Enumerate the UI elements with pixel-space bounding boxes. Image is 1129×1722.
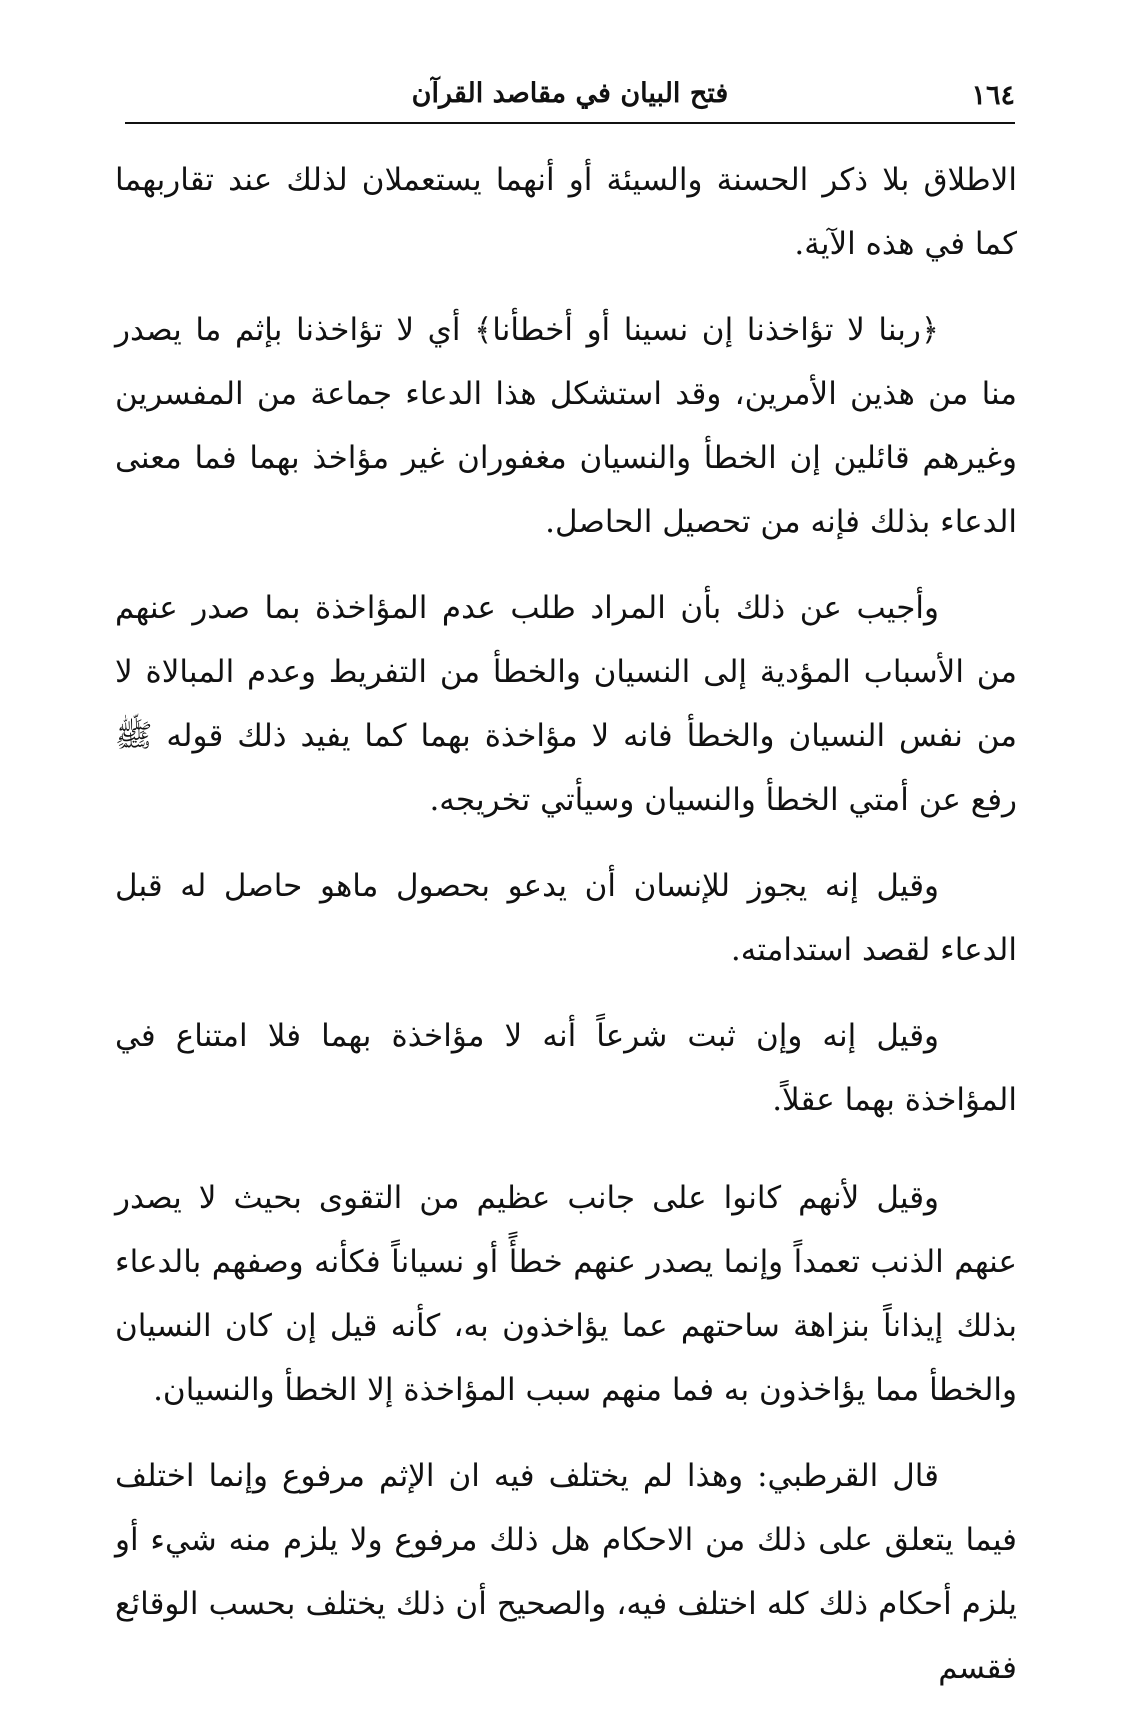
paragraph-1: الاطلاق بلا ذكر الحسنة والسيئة أو أنهما يستعملان لذلك عند تقاربهما كما في هذه الآية. <box>115 162 1017 262</box>
paragraph-7: قال القرطبي: وهذا لم يختلف فيه ان الإثم مرفوع وإنما اختلف فيما يتعلق على ذلك من الاحكام هل ذلك مرفوع ولا يلزم منه شيء أو يلزم أحكام ذلك كله اختلف فيه، والصحيح أن ذلك يختلف بحسب الوقائع فقسم <box>115 1458 1017 1686</box>
paragraph-5: وقيل إنه وإن ثبت شرعاً أنه لا مؤاخذة بهما فلا امتناع في المؤاخذة بهما عقلاً. <box>115 1018 1017 1118</box>
paragraph-4: وقيل إنه يجوز للإنسان أن يدعو بحصول ماهو حاصل له قبل الدعاء لقصد استدامته. <box>115 868 1017 968</box>
page-number: ١٦٤ <box>971 80 1015 111</box>
body-text <box>115 148 1017 1722</box>
running-header <box>125 78 1015 124</box>
paragraph-3: وأجيب عن ذلك بأن المراد طلب عدم المؤاخذة بما صدر عنهم من الأسباب المؤدية إلى النسيان والخطأ من التفريط وعدم المبالاة لا من نفس النسيان والخطأ فانه لا مؤاخذة بهما كما يفيد ذلك قوله ﷺ رفع عن أمتي الخطأ والنسيان وسيأتي تخريجه. <box>115 590 1017 818</box>
paragraph-2: ﴿ربنا لا تؤاخذنا إن نسينا أو أخطأنا﴾ أي لا تؤاخذنا بإثم ما يصدر منا من هذين الأمرين، وقد استشكل هذا الدعاء جماعة من المفسرين وغيرهم قائلين إن الخطأ والنسيان مغفوران غير مؤاخذ بهما فما معنى الدعاء بذلك فإنه من تحصيل الحاصل. <box>115 312 1017 540</box>
paragraph-6: وقيل لأنهم كانوا على جانب عظيم من التقوى بحيث لا يصدر عنهم الذنب تعمداً وإنما يصدر عنهم خطأً أو نسياناً فكأنه وصفهم بالدعاء بذلك إيذاناً بنزاهة ساحتهم عما يؤاخذون به، كأنه قيل إن كان النسيان والخطأ مما يؤاخذون به فما منهم سبب المؤاخذة إلا الخطأ والنسيان. <box>115 1180 1017 1408</box>
book-title: فتح البيان في مقاصد القرآن <box>411 78 729 109</box>
